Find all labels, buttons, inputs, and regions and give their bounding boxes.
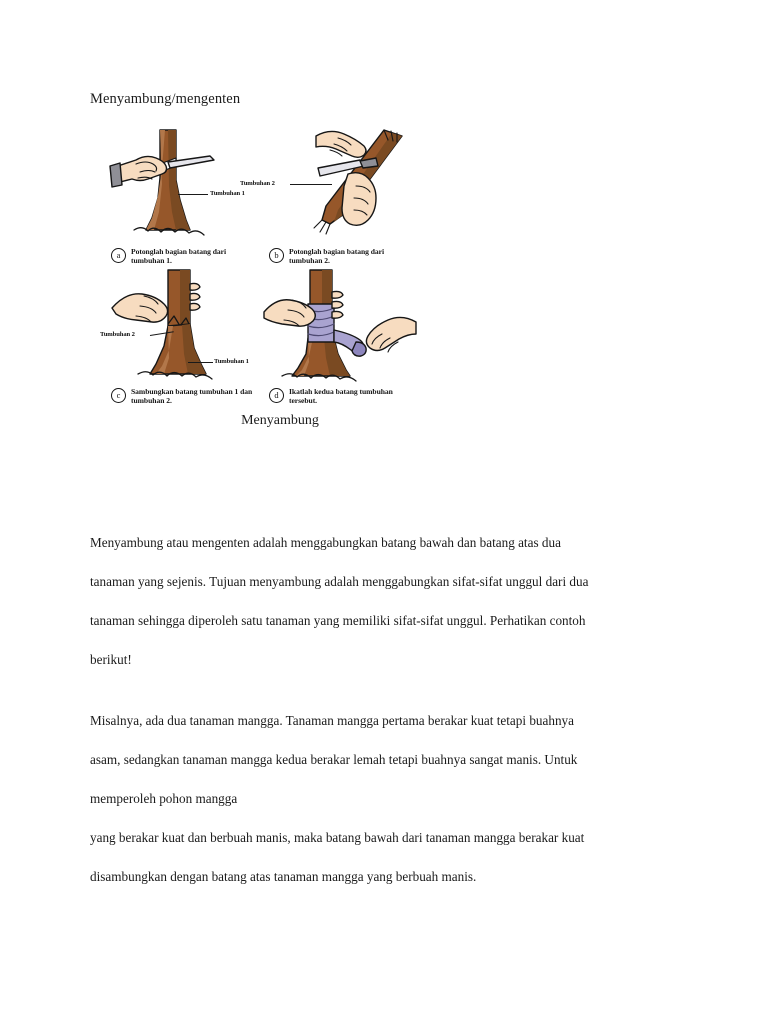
paragraph-line: disambungkan dengan batang atas tanaman mangga yang berbuah manis. xyxy=(90,869,477,884)
paragraph-line: memperoleh pohon mangga xyxy=(90,791,238,806)
paragraph-definition-text xyxy=(90,523,668,679)
figure-panel-grid xyxy=(100,128,416,406)
figure-panel-d xyxy=(264,268,416,406)
paragraph-line: berikut! xyxy=(90,652,132,667)
panel-a-caption xyxy=(106,247,258,266)
figure-panel-b xyxy=(240,128,416,266)
figure-title: Menyambung xyxy=(241,412,319,428)
panel-c-label-tumbuhan-2: Tumbuhan 2 xyxy=(100,330,135,338)
paragraph-example xyxy=(90,701,668,896)
paragraph-line: Menyambung atau mengenten adalah menggabungkan batang bawah dan batang atas dua xyxy=(90,535,561,550)
panel-a-illustration xyxy=(106,128,258,246)
panel-d-caption-text: Ikatlah kedua batang tumbuhan tersebut. xyxy=(289,386,393,406)
panel-c-illustration xyxy=(100,268,258,386)
panel-a-leader-line xyxy=(178,194,208,195)
panel-d-illustration xyxy=(264,268,416,386)
panel-b-caption xyxy=(264,247,416,266)
figure-panel-c xyxy=(100,268,258,406)
panel-c-caption-text: Sambungkan batang tumbuhan 1 dan tumbuhan 2. xyxy=(131,386,253,406)
paragraph-definition xyxy=(90,523,668,679)
panel-d-letter: d xyxy=(269,388,284,403)
panel-a-letter: a xyxy=(111,248,126,263)
panel-d-caption xyxy=(264,387,416,406)
panel-c-caption xyxy=(106,387,258,406)
paragraph-line: tanaman sehingga diperoleh satu tanaman yang memiliki sifat-sifat unggul. Perhatikan contoh xyxy=(90,613,586,628)
panel-b-caption-text: Potonglah bagian batang dari tumbuhan 2. xyxy=(289,247,385,266)
page-title: Menyambung/mengenten xyxy=(90,91,241,107)
panel-a-caption-text: Potonglah bagian batang dari tumbuhan 1. xyxy=(131,247,227,266)
paragraph-example-text xyxy=(90,701,668,896)
panel-b-leader-line xyxy=(290,184,332,185)
paragraph-line: tanaman yang sejenis. Tujuan menyambung adalah menggabungkan sifat-sifat unggul dari dua xyxy=(90,574,589,589)
paragraph-line: Misalnya, ada dua tanaman mangga. Tanaman mangga pertama berakar kuat tetapi buahnya xyxy=(90,713,575,728)
panel-a-label-tumbuhan-1: Tumbuhan 1 xyxy=(210,190,245,197)
panel-b-label-tumbuhan-2: Tumbuhan 2 xyxy=(240,180,275,187)
panel-b-letter: b xyxy=(269,248,284,263)
panel-c-leader-line-1 xyxy=(188,362,213,363)
figure-menyambung xyxy=(100,128,416,430)
panel-b-illustration xyxy=(240,128,416,246)
panel-c-letter: c xyxy=(111,388,126,403)
paragraph-line: asam, sedangkan tanaman mangga kedua berakar lemah tetapi buahnya sangat manis. Untuk xyxy=(90,752,578,767)
panel-c-label-tumbuhan-1: Tumbuhan 1 xyxy=(214,357,249,365)
paragraph-line: yang berakar kuat dan berbuah manis, maka batang bawah dari tanaman mangga berakar kuat xyxy=(90,830,585,845)
figure-panel-a xyxy=(106,128,258,266)
